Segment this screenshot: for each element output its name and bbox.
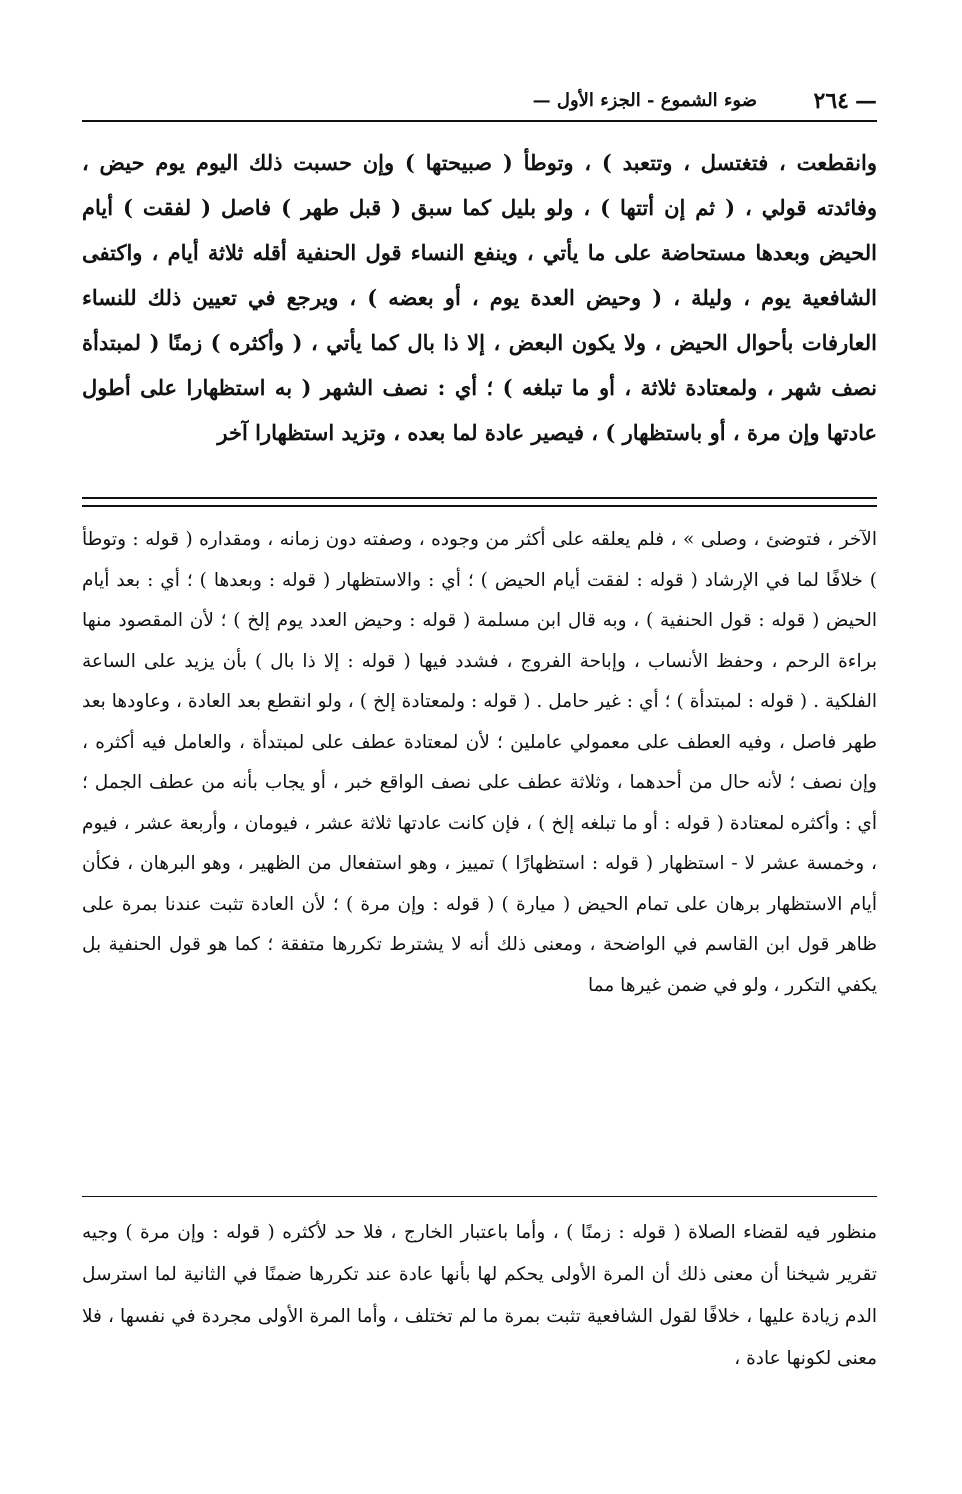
commentary-paragraph: الآخر ، فتوضئ ، وصلى » ، فلم يعلقه على أكثر من وجوده ، وصفته دون زمانه ، ومقداره ( قوله : وتوطأ ) خلافًا لما في الإرشاد ( قوله : لفقت أيام الحيض ) ؛ أي : والاستظهار ( قوله : وبعدها ) ؛ أي : بعد أيام الحيض ( قوله : قول الحنفية ) ، وبه قال ابن مسلمة ( قوله : وحيض العدد يوم إلخ ) ؛ لأن المقصود منها براءة الرحم ، وحفظ الأنساب ، وإباحة الفروج ، فشدد فيها ( قوله : إلا ذا بال ) بأن يزيد على الساعة الفلكية . ( قوله : لمبتدأة ) ؛ أي : غير حامل . ( قوله : ولمعتادة إلخ ) ، ولو انقطع بعد العادة ، وعاودها بعد طهر فاصل ، وفيه العطف على معمولي عاملين ؛ لأن لمعتادة عطف على لمبتدأة ، والعامل فيه أكثره ، وإن نصف ؛ لأنه حال من أحدهما ، وثلاثة عطف على نصف الواقع خبر ، أو يجاب بأنه من عطف الجمل ؛ أي : وأكثره لمعتادة ( قوله : أو ما تبلغه إلخ ) ، فإن كانت عادتها ثلاثة عشر ، فيومان ، وأربعة عشر ، فيوم ، وخمسة عشر لا - استظهار ( قوله : استظهارًا ) تمييز ، وهو استفعال من الظهير ، وهو البرهان ، فكأن أيام الاستظهار برهان على تمام الحيض ( ميارة ) ( قوله : وإن مرة ) ؛ لأن العادة تثبت عندنا بمرة على ظاهر قول ابن القاسم في الواضحة ، ومعنى ذلك أنه لا يشترط تكررها متفقة ؛ كما هو قول الحنفية بل يكفي التكرر ، ولو في ضمن غيرها مما [82,529,877,996]
footnote-rule [82,1196,877,1197]
main-text-block [82,140,877,485]
page-number: — ٢٦٤ [814,88,877,114]
running-header [82,86,877,122]
separator-rule-bottom [82,505,877,507]
book-title: ضوء الشموع - الجزء الأول — [533,90,757,111]
main-text-paragraph: وانقطعت ، فتغتسل ، وتتعبد ) ، وتوطأ ( صبيحتها ) وإن حسبت ذلك اليوم يوم حيض ، وفائدته قولي ، ( ثم إن أتتها ) ، ولو بليل كما سبق ( قبل طهر ) فاصل ( لفقت ) أيام الحيض وبعدها مستحاضة على ما يأتي ، وينفع النساء قول الحنفية أقله ثلاثة أيام ، واكتفى الشافعية يوم ، وليلة ، ( وحيض العدة يوم ، أو بعضه ) ، ويرجع في تعيين ذلك للنساء العارفات بأحوال الحيض ، ولا يكون البعض ، إلا ذا بال كما يأتي ، ( وأكثره ) زمنًا ( لمبتدأة نصف شهر ، ولمعتادة ثلاثة ، أو ما تبلغه ) ؛ أي : نصف الشهر ( به استظهارا على أطول عادتها وإن مرة ، أو باستظهار ) ، فيصير عادة لما بعده ، وتزيد استظهارا آخر [82,150,877,445]
commentary-block [82,520,877,1180]
footnotes-block [82,1212,877,1412]
footnote-paragraph: منظور فيه لقضاء الصلاة ( قوله : زمنًا ) ، وأما باعتبار الخارج ، فلا حد لأكثره ( قوله : وإن مرة ) وجيه تقرير شيخنا أن معنى ذلك أن المرة الأولى يحكم لها بأنها عادة عند تكررها ضمنًا في الثانية لما استرسل الدم زيادة عليها ، خلافًا لقول الشافعية تثبت بمرة ما لم تختلف ، وأما المرة الأولى مجردة في نفسها ، فلا معنى لكونها عادة ، [82,1222,877,1369]
separator-rule-top [82,497,877,499]
